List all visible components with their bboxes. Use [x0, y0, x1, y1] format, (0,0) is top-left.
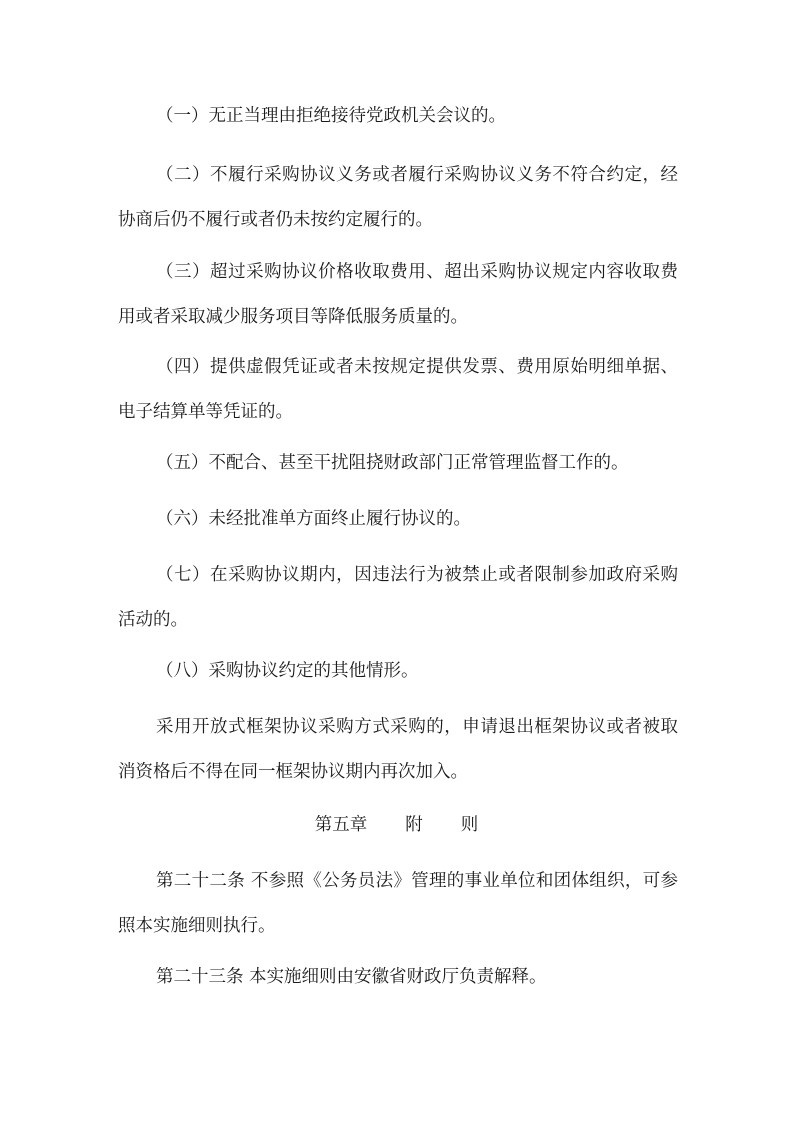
article-23: 第二十三条 本实施细则由安徽省财政厅负责解释。 [156, 967, 547, 987]
chapter-heading [0, 803, 793, 848]
closing-paragraph: 采用开放式框架协议采购方式采购的，申请退出框架协议或者被取消资格后不得在同一框架协议期内再次加入。 [118, 717, 678, 782]
list-item-8: （八）采购协议约定的其他情形。 [156, 661, 419, 681]
list-item-1: （一）无正当理由拒绝接待党政机关会议的。 [156, 106, 506, 126]
list-item-6: （六）未经批准单方面终止履行协议的。 [156, 509, 471, 529]
chapter-title-word-1: 附 [405, 815, 423, 835]
list-item-7: （七）在采购协议期内，因违法行为被禁止或者限制参加政府采购活动的。 [118, 565, 678, 630]
list-item-2: （二）不履行采购协议义务或者履行采购协议义务不符合约定，经协商后仍不履行或者仍未按约定履行的。 [118, 165, 678, 230]
article-22: 第二十二条 不参照《公务员法》管理的事业单位和团体组织，可参照本实施细则执行。 [118, 871, 678, 936]
list-item-4: （四）提供虚假凭证或者未按规定提供发票、费用原始明细单据、电子结算单等凭证的。 [118, 357, 678, 422]
chapter-title-word-2: 则 [460, 815, 479, 835]
list-item-5: （五）不配合、甚至干扰阻挠财政部门正常管理监督工作的。 [156, 453, 629, 473]
list-item-3: （三）超过采购协议价格收取费用、超出采购协议规定内容收取费用或者采取减少服务项目等降低服务质量的。 [118, 262, 678, 327]
chapter-number: 第五章 [314, 815, 368, 835]
